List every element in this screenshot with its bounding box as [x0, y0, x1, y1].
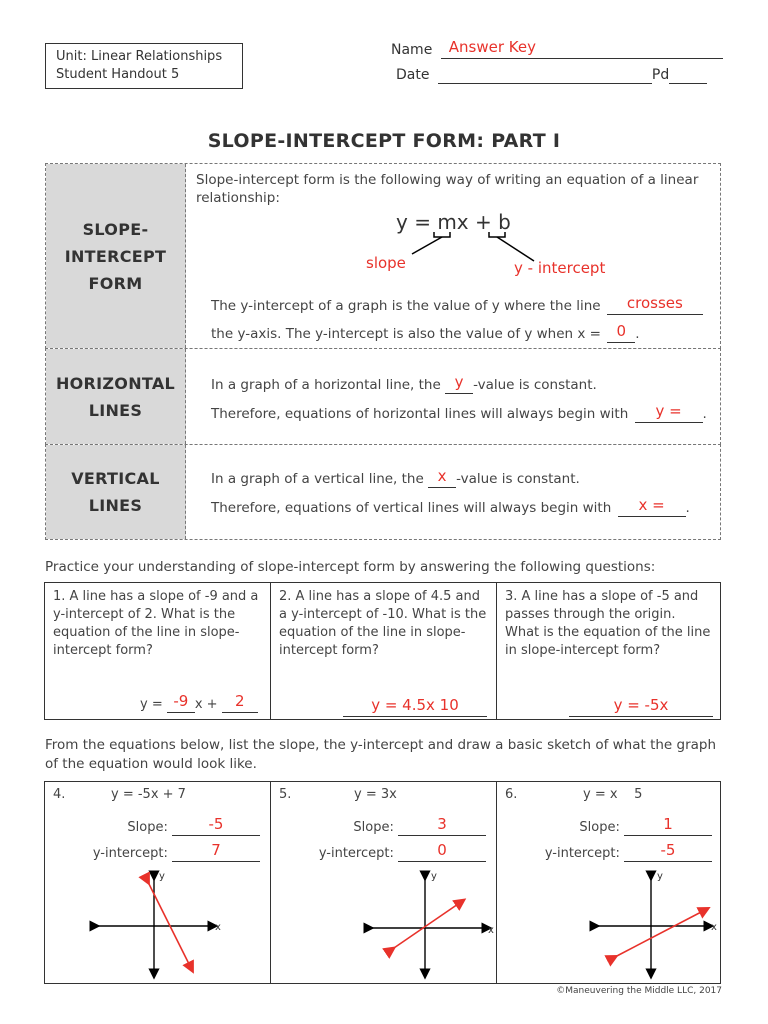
answer-zero: 0: [616, 322, 627, 340]
heading-line: SLOPE-: [82, 219, 149, 239]
intercept-field: [624, 841, 712, 862]
vertical-line-1: [211, 467, 580, 488]
vertical-line-2: [211, 496, 690, 517]
answer-m: -9: [173, 692, 189, 710]
heading-line: LINES: [88, 496, 143, 515]
date-field[interactable]: [438, 67, 652, 84]
problem-equation: y = 3x: [354, 787, 397, 802]
slope-row: [127, 815, 260, 836]
answer-text: y = -5x: [613, 696, 669, 714]
heading-line: INTERCEPT: [64, 246, 167, 266]
intercept-answer: -5: [660, 841, 676, 859]
slope-label: Slope:: [579, 820, 620, 835]
blank-x-equals: [618, 496, 686, 517]
name-value: Answer Key: [448, 38, 536, 56]
pointer-slope: [412, 237, 442, 254]
graph-line: [391, 902, 461, 950]
label-intercept: y - intercept: [514, 259, 606, 277]
sketch-6: [497, 782, 720, 983]
answer-text: y = 4.5x 10: [371, 696, 459, 714]
sketch-4: [45, 782, 271, 983]
text: The y-intercept of a graph is the value of y where the line: [211, 298, 601, 314]
section-heading-vertical: [46, 445, 186, 539]
answer-y-equals: y =: [655, 402, 682, 420]
text: In a graph of a vertical line, the: [211, 471, 424, 487]
pd-label: Pd: [651, 67, 670, 83]
section-slope-intercept: [45, 163, 721, 349]
sketch-5: [271, 782, 497, 983]
slope-answer: -5: [208, 815, 224, 833]
intercept-field: [172, 841, 260, 862]
intercept-answer: 0: [437, 841, 447, 859]
heading-line: VERTICAL: [71, 469, 160, 488]
eq-m: m: [437, 210, 457, 234]
slope-field: [624, 815, 712, 836]
blank-zero: [607, 322, 635, 343]
text: .: [702, 406, 707, 422]
text: x +: [194, 697, 218, 712]
question-text: 2. A line has a slope of 4.5 and a y-intercept of -10. What is the equation of the line in slope-intercept form?: [279, 589, 487, 658]
intercept-row: [92, 841, 260, 862]
heading-line: FORM: [88, 273, 143, 293]
name-label: Name: [391, 42, 433, 58]
pointer-intercept: [497, 237, 534, 261]
answer-crosses: crosses: [626, 294, 683, 312]
y-axis-label: y: [431, 871, 437, 882]
problem-equation: y = x 5: [583, 787, 643, 802]
sketch-graph-6: [537, 868, 717, 980]
intercept-answer: 7: [211, 841, 221, 859]
slope-label: Slope:: [127, 820, 168, 835]
text: Therefore, equations of horizontal lines will always begin with: [211, 406, 629, 422]
text: the y-axis. The y-intercept is also the value of y when x =: [211, 326, 601, 342]
blank-m: [167, 692, 195, 713]
intercept-label: y-intercept:: [318, 846, 394, 861]
question-1: [45, 583, 271, 719]
date-label: Date: [396, 67, 430, 83]
y-axis-label: y: [159, 871, 165, 882]
bracket-m: [434, 232, 450, 237]
answer-x-equals: x =: [638, 496, 665, 514]
answer-b: 2: [234, 692, 245, 710]
problem-number: 4.: [53, 787, 66, 802]
graph-line: [613, 910, 705, 958]
name-field[interactable]: [441, 38, 723, 59]
blank-answer-3: [569, 697, 713, 717]
sketch-graph-4: [85, 868, 265, 980]
text: .: [635, 326, 640, 342]
copyright-footer: ©Maneuvering the Middle LLC, 2017: [556, 986, 722, 996]
sketch-graph-5: [311, 868, 494, 980]
handout-label: Student Handout 5: [56, 67, 180, 82]
practice-intro: Practice your understanding of slope-intercept form by answering the following questions:: [45, 559, 656, 575]
blank-crosses: [607, 294, 703, 315]
text: In a graph of a horizontal line, the: [211, 377, 441, 393]
section-heading-slope-intercept: [46, 164, 186, 348]
slope-field: [398, 815, 486, 836]
question-2: [271, 583, 497, 719]
slope-label: Slope:: [353, 820, 394, 835]
unit-label: Unit: Linear Relationships: [56, 49, 223, 64]
section-vertical: [45, 444, 721, 540]
heading-line: LINES: [88, 400, 143, 420]
slope-field: [172, 815, 260, 836]
eq-part: x +: [456, 210, 499, 234]
intercept-field: [398, 841, 486, 862]
section-heading-horizontal: [46, 349, 186, 444]
sketch-grid: [44, 781, 721, 984]
question-text: 3. A line has a slope of -5 and passes through the origin. What is the equation of the line in slope-intercept form?: [505, 589, 711, 658]
problem-number: 5.: [279, 787, 292, 802]
blank-answer-2: [343, 697, 487, 717]
text: y =: [140, 697, 163, 712]
heading-line: HORIZONTAL: [55, 373, 176, 393]
text: -value is constant.: [473, 377, 597, 393]
yint-line-1: [211, 294, 703, 315]
text: Therefore, equations of vertical lines will always begin with: [211, 500, 612, 516]
text: -value is constant.: [456, 471, 580, 487]
section-horizontal: [45, 348, 721, 445]
horizontal-line-2: [211, 402, 707, 423]
answer-1: [140, 692, 258, 713]
label-slope: slope: [366, 254, 406, 272]
eq-part: y =: [396, 210, 438, 234]
intercept-row: [544, 841, 712, 862]
answer-2: [343, 697, 487, 717]
text: .: [685, 500, 690, 516]
intercept-label: y-intercept:: [92, 846, 168, 861]
slope-answer: 1: [663, 815, 673, 833]
slope-row: [579, 815, 712, 836]
problem-number: 6.: [505, 787, 518, 802]
blank-b: [222, 692, 258, 713]
answer-x: x: [437, 467, 447, 485]
sketch-intro: From the equations below, list the slope, the y-intercept and draw a basic sketch of what the graph of the equation would look like.: [45, 737, 717, 772]
intro-text: Slope-intercept form is the following way of writing an equation of a linear relationship:: [196, 172, 699, 206]
x-axis-label: x: [215, 922, 221, 933]
intercept-row: [318, 841, 486, 862]
slope-row: [353, 815, 486, 836]
intercept-label: y-intercept:: [544, 846, 620, 861]
question-text: 1. A line has a slope of -9 and a y-intercept of 2. What is the equation of the line in slope-intercept form?: [53, 589, 259, 658]
answer-y: y: [454, 373, 464, 391]
blank-y: [445, 373, 473, 394]
practice-grid: [44, 582, 721, 720]
y-axis-label: y: [657, 871, 663, 882]
question-3: [497, 583, 720, 719]
bracket-b: [489, 232, 505, 237]
yint-line-2: [211, 322, 640, 343]
name-row: [391, 38, 723, 59]
slope-answer: 3: [437, 815, 447, 833]
x-axis-label: x: [488, 925, 494, 936]
eq-b: b: [498, 210, 511, 234]
unit-box: [45, 43, 243, 89]
page-title: SLOPE-INTERCEPT FORM: PART I: [207, 130, 561, 152]
answer-3: [569, 697, 713, 717]
blank-y-equals: [635, 402, 703, 423]
horizontal-line-1: [211, 373, 597, 394]
problem-equation: y = -5x + 7: [111, 787, 186, 802]
blank-x: [428, 467, 456, 488]
x-axis-label: x: [711, 922, 717, 933]
date-row: [396, 67, 707, 84]
pd-field[interactable]: [669, 67, 707, 84]
